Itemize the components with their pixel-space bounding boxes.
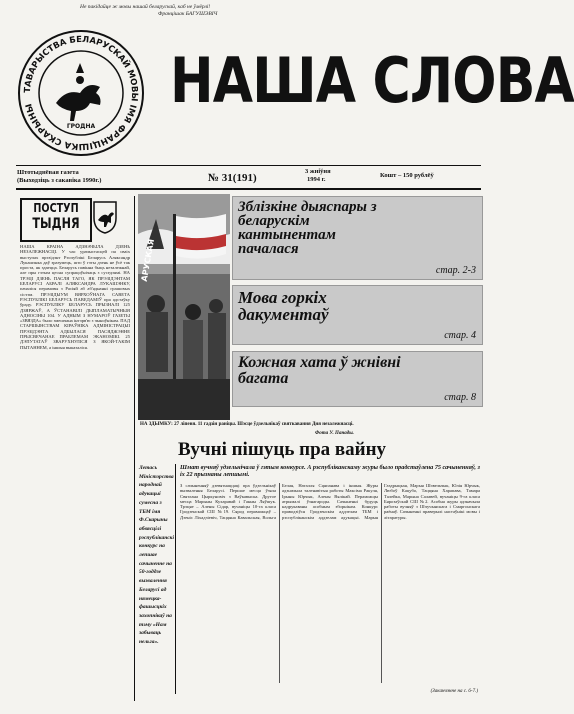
epigraph: [80, 4, 250, 17]
promo-title-harvest: Кожная хата ў жнівні багата: [238, 354, 401, 387]
article-body-text: З сачыненняў дзевятнаццаці пра ўдзельнікаў вызвалення Беларусі. Першае месца ўзяла Святлана Цыркуновіч з Ваўкавыска. Другое месца Марыны Кухаравай і Ганны Ляўшук. Трэцяе – Алены Сідар, вучаніцы 10-га класа Гродзенскай СШ №19. Сярод пераможцаў – Дзеніс Ліхадзіевіч, Таццяна Кавальская, Вольга Белая, Наталля Сцяпанава і іншыя. Журы адзначыла таленавітыя работы Максіма Ракуля, Ірыны Юрчык, Алены Вялікай. Пераможцы атрымалі ўзнагароды. Сачыненні будуць надрукаваны асобным зборнікам. Конкурс праводзіўся Гродзенскім аддзелам ТБМ і рэспубліканскім аддзелам адукацыі. Марыя Газдрыцкая, Марыя Шэвельчык, Юлія Юрчык, Любоў Кацубо, Таццяна Харапава, Тамара Талейка, Марына Салавей, вучаніцы 9-га класа Бярозаўскай СШ №2. Асобна журы адзначыла работы вучняў з Шчучынскага і Смаргонскага раёнаў. Сачыненні праверылі настаўнікі мовы і літаратуры.: [180, 483, 480, 520]
epigraph-author: Францішак БАГУШЭВІЧ: [158, 10, 218, 17]
coat-of-arms-icon: [92, 200, 118, 234]
issue-date-line-2: 1994 г.: [307, 176, 326, 183]
article-lead: Шмат вучняў удзельнічала ў гэтым конкурсе. А рэспубліканскаму журы было прадстаўлена 75 сачыненняў, з іх 22 прызнаны лепшымі.: [180, 464, 480, 479]
sidebar-note-text: Летась Міністэрства народнай адукацыі сумесна з ТБМ імя Ф.Скарыны абвясцілі рэспубліканскі конкурс на лепшае сачыненне на 50-годдзе вызвалення Беларусі ад нямецка-фашысцкіх захопнікаў на тэму «Нам забываць нельга».: [139, 465, 174, 646]
epigraph-line-1: Не пакідайце ж мовы нашай беларускай, каб не ўмёрлі!: [80, 4, 211, 10]
promo-box-documents[interactable]: [232, 285, 483, 345]
seal-emblem: [16, 28, 146, 158]
issue-date: [305, 168, 331, 184]
meta-bottom-rule: [16, 188, 481, 190]
meta-top-rule: [16, 165, 481, 166]
article-continuation: (Заканчэнне на с. 6-7.): [430, 689, 478, 694]
seal-ring-text: ТАВАРЫСТВА БЕЛАРУСКАЙ МОВЫ ІМЯ ФРАНЦІШКА СКАРЫНЫ: [22, 34, 140, 152]
meta-description: [17, 169, 137, 185]
photo-caption: НА ЗДЫМКУ: 27 ліпеня. 11 гадзін раніцы. Шэсце ўдзельнікаў святкавання Дня незалежнасці.: [140, 422, 354, 427]
photo-credit: Фота У. Панады.: [315, 431, 354, 436]
promo-page-diaspora: стар. 2-3: [435, 265, 476, 276]
sidebar-note-box: [139, 464, 176, 694]
meta-description-line-1: Штотыднёвая газета: [17, 169, 79, 176]
promo-title-diaspora: Зблізкіне дыяспары з беларускім кантынентам пачалася: [238, 199, 377, 257]
weekly-badge-line-2: ТЫДНЯ: [32, 216, 80, 232]
masthead-title: НАША СЛОВА: [170, 44, 574, 117]
news-photo: [138, 194, 230, 420]
price: Кошт – 150 рублёў: [380, 172, 434, 179]
issue-date-line-1: 3 жніўня: [305, 168, 331, 175]
weekly-badge: [20, 198, 92, 242]
article-headline: Вучні пішуць пра вайну: [178, 439, 387, 460]
promo-box-diaspora[interactable]: [232, 196, 483, 280]
masthead: [170, 28, 574, 138]
photo-flag-text: АРУСКАЯ: [139, 238, 157, 283]
article-body: [180, 483, 480, 695]
left-column-divider: [134, 196, 135, 701]
promo-box-harvest[interactable]: [232, 351, 483, 407]
seal-city: ГРОДНА: [66, 123, 96, 130]
promo-title-documents: Мова горкіх дакументаў: [238, 288, 329, 324]
promo-page-documents: стар. 4: [444, 330, 476, 341]
meta-description-line-2: (Выходзіць з сакавіка 1990г.): [17, 177, 102, 184]
weekly-badge-line-1: ПОСТУП: [33, 201, 79, 215]
weekly-digest-text: НАША КРАІНА АДЗНАЧЫЛА ДЗЕНЬ НЕЗАЛЕЖНАСЦІ. У час урачыстасцей па сваіх выступах прэзідэнт Рэспублікі Беларусь Аляксандр Лукашэнка даў зразумець, што ў гэты дзень не ўсё так проста, як здаецца. Беларусь павінна быць незалежнай, але пры гэтым цесна супрацоўнічаць з суседзямі. НА ТРЭЦІ ДЗЕНЬ ПАСЛЯ ТАГО, ЯК ПРЭЗІДЭНТАМ БЕЛАРУСІ АБРАЛІ АЛЯКСАНДРА ЛУКАШЭНКУ, пачаліся перамовы з Расіяй аб аб'яднанні грашовых сістэм. ПРЭЗІДЫУМ ВЯРХОЎНАГА САВЕТА РЭСПУБЛІКІ БЕЛАРУСЬ ПАВЕДАМІЎ пра адстаўку ўраду. РЭСПУБЛІКУ БЕЛАРУСЬ ПРЫЗНАЛІ 125 ДЗЯРЖАЎ, А ЎСТАНАВІЛІ ДЫПЛАМАТЫЧНЫЯ АДНОСІНЫ 104. У АДНЫМ З НУМАРОЎ ГАЗЕТЫ «ЗВЯЗДА» было змешчана інтэрв'ю з чыноўнікам. ПАД СТАРШЫНСТВАМ КІРАЎНІКА АДМІНІСТРАЦЫІ ПРЭЗІДЭНТА АДБЫЛАСЯ ПАСЯДЖЭННЕ ПРЫСВЕЧАНАЕ ПРАБЛЕМАМ ЭКАНОМІКІ. 25 ДЭПУТАТАЎ ЗВАРУХНУЛІСЯ З ЯКОЙ-ТАКІМ ПЫТАННЕМ, а іншыя выказаліся.: [20, 244, 130, 350]
issue-number: № 31(191): [208, 172, 257, 184]
promo-page-harvest: стар. 8: [444, 392, 476, 403]
